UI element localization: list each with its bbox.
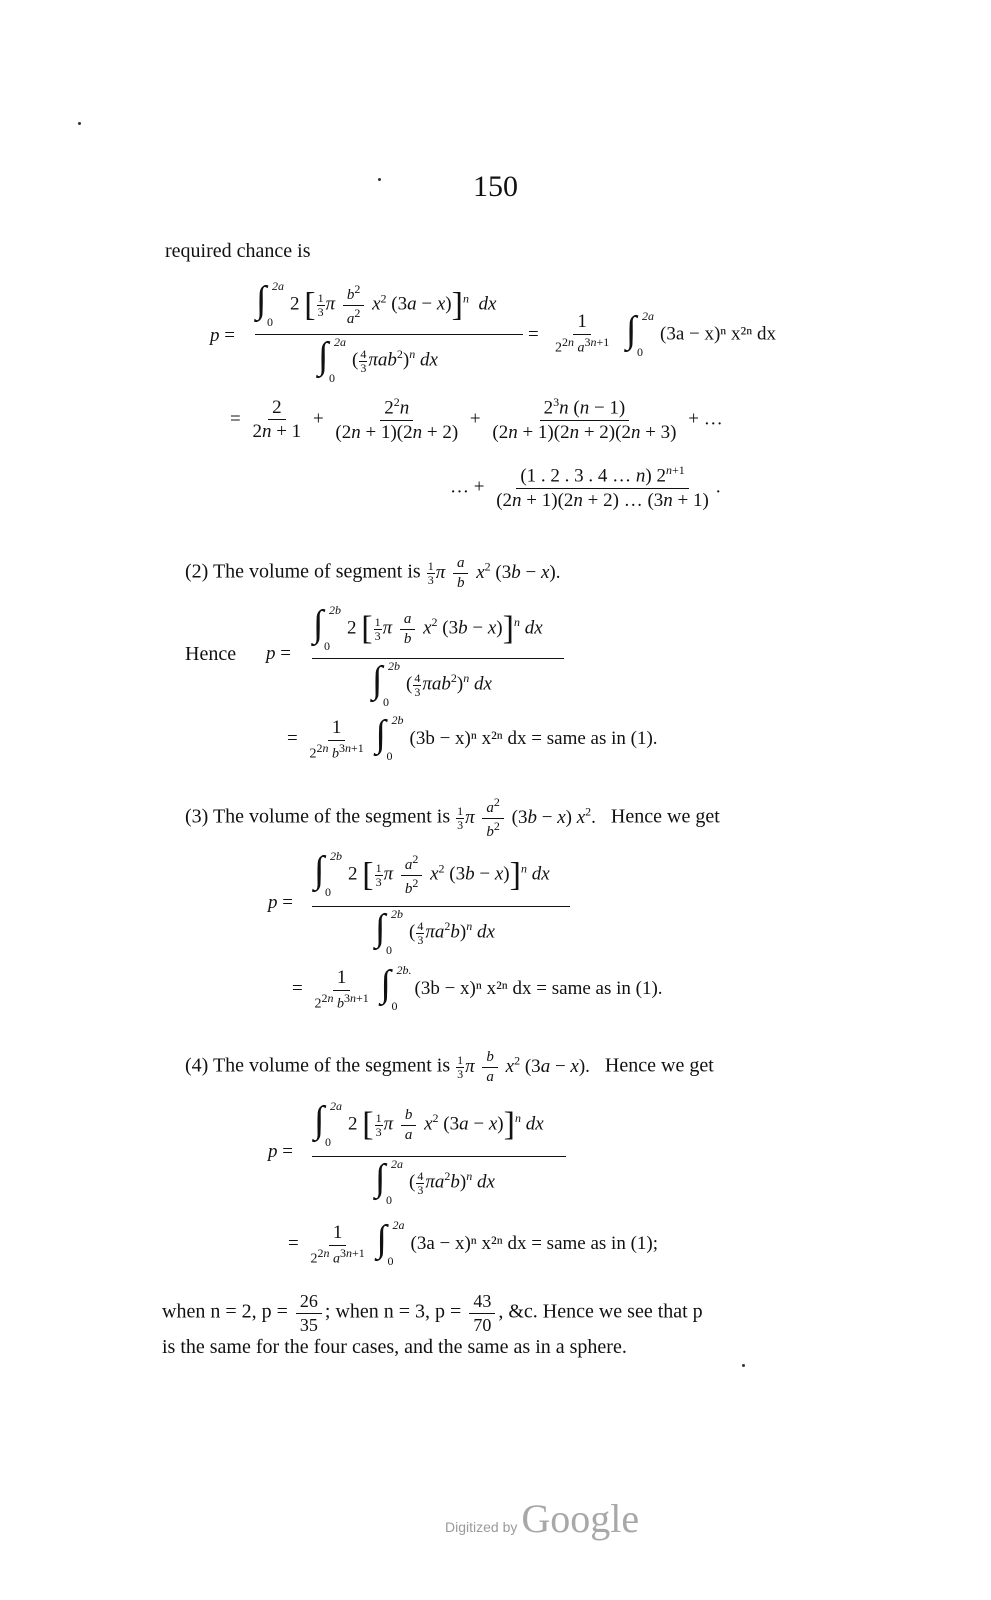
section2-label: (2) The volume of segment is — [185, 560, 421, 583]
eq4-result-tail: (3a − x)ⁿ x²ⁿ dx = same as in (1); — [410, 1232, 659, 1254]
eq2-numerator: ∫ 2b 0 2 [ $\frac{1}{3}$ π $\frac{a}{b}$ $x^2$ (3b − x)]$^n$ dx — [313, 603, 543, 653]
eq2-result: = $\frac{1}{2^{2n} b^{3n+1}}$ ∫ 2b 0 (3b − x)ⁿ x²ⁿ dx = same as in (1). — [287, 713, 658, 764]
p-equals-3: p = — [268, 892, 293, 913]
p-equals-4: p = — [268, 1141, 293, 1162]
eq4-fraction-bar — [312, 1156, 566, 1157]
eq3-denominator: ∫ 2b 0 ( $\frac{4}{3}$ $\pi a^2b)^n$ dx — [375, 907, 495, 957]
p-equals: p = — [210, 325, 235, 346]
eq1-rhs-tail: (3a − x)ⁿ x²ⁿ dx — [660, 323, 776, 345]
closing-text-c: , &c. Hence we see that p — [498, 1300, 703, 1323]
intro-text: required chance is — [165, 240, 311, 262]
eq2-result-tail: (3b − x)ⁿ x²ⁿ dx = same as in (1). — [409, 727, 658, 749]
eq3-result: = $\frac{1}{2^{2n} b^{3n+1}}$ ∫ 2b. 0 (3b − x)ⁿ x²ⁿ dx = same as in (1). — [292, 963, 663, 1014]
eq4-numerator: ∫ 2a 0 2 [ $\frac{1}{3}$ π $\frac{b}{a}$ $x^2$ (3a − x)]$^n$ dx — [314, 1099, 544, 1149]
frac-35: 35 — [299, 1314, 318, 1335]
section4-text: (4) The volume of the segment is $\frac{1}{3}$ π $\frac{b}{a}$ $x^2$ (3a − x). Hence we get — [185, 1049, 714, 1085]
google-logo: Google — [521, 1496, 640, 1541]
digitized-watermark — [445, 1495, 639, 1542]
section4-label: (4) The volume of the segment is — [185, 1054, 451, 1077]
eq4-denominator: ∫ 2a 0 ( $\frac{4}{3}$ $\pi a^2b)^n$ dx — [375, 1157, 495, 1207]
series-line-2: … + $\frac{(1 . 2 . 3 . 4 \dots n) 2^{n+1}}{(2n + 1)(2n + 2) \dots (3n + 1)}$ . — [450, 463, 721, 512]
section3-after: Hence we get — [610, 805, 720, 828]
section3-text: (3) The volume of the segment is $\frac{1}{3}$ π $\frac{a^2}{b^2}$ (3b − x) $x^2$. Hence we get — [185, 795, 720, 840]
speck-mark — [378, 178, 381, 181]
eq1-denominator: ∫ 2a 0 ( $\frac{4}{3}$ πab$^2$)$^n$ dx — [318, 335, 438, 385]
closing-text-b: ; when n = 3, p = — [324, 1300, 462, 1323]
p-equals-2: p = — [266, 643, 291, 664]
section2-text: (2) The volume of segment is $\frac{1}{3}$ π $\frac{a}{b}$ $x^2$ (3b − x). — [185, 555, 561, 591]
eq1-numerator: ∫ 2a 0 2 [ $\frac{1}{3}$ π $\frac{b^2}{a^2}$ $x^2$ (3a − x)]$^n$ dx — [256, 279, 497, 330]
section4-after: Hence we get — [604, 1054, 714, 1077]
eq1-rhs-fraction: $\frac{1}{2^{2n} a^{3n+1}}$ — [555, 311, 610, 356]
hence-label: Hence — [185, 643, 237, 665]
footer-prefix: Digitized by — [445, 1519, 518, 1535]
eq3-numerator: ∫ 2b 0 2 [ $\frac{1}{3}$ π $\frac{a^2}{b^2}$ $x^2$ (3b − x)]$^n$ dx — [314, 849, 550, 900]
frac-26: 26 — [296, 1290, 322, 1314]
frac-43: 43 — [469, 1290, 495, 1314]
closing-text-a: when n = 2, p = — [162, 1300, 288, 1323]
page-number: 150 — [473, 170, 518, 203]
eq2-fraction-bar — [312, 658, 564, 659]
eq3-result-tail: (3b − x)ⁿ x²ⁿ dx = same as in (1). — [414, 977, 663, 999]
frac-70: 70 — [473, 1314, 492, 1335]
speck-mark — [742, 1364, 745, 1367]
eq3-fraction-bar — [312, 906, 570, 907]
eq4-result: = $\frac{1}{2^{2n} a^{3n+1}}$ ∫ 2a 0 (3a − x)ⁿ x²ⁿ dx = same as in (1); — [288, 1218, 659, 1269]
section3-label: (3) The volume of the segment is — [185, 805, 451, 828]
closing-line-1 — [162, 1290, 703, 1336]
speck-mark — [78, 122, 81, 125]
series-line-1: = $\frac{2}{2n + 1}$ + $\frac{2^2n}{(2n + 1)(2n + 2)}$ + $\frac{2^3n (n - 1)}{(2n + 1)(2n + 2)(2n + 3)}$ + … — [230, 395, 723, 444]
eq2-denominator: ∫ 2b 0 ( $\frac{4}{3}$ πab$^2$)$^n$ dx — [372, 659, 492, 709]
closing-line-2: is the same for the four cases, and the same as in a sphere. — [162, 1336, 627, 1358]
eq1-rhs-integral: ∫ 2a 0 (3a − x)ⁿ x²ⁿ dx — [626, 309, 776, 359]
eq1-equals: = — [528, 324, 539, 345]
eq1-fraction-bar — [255, 334, 523, 335]
